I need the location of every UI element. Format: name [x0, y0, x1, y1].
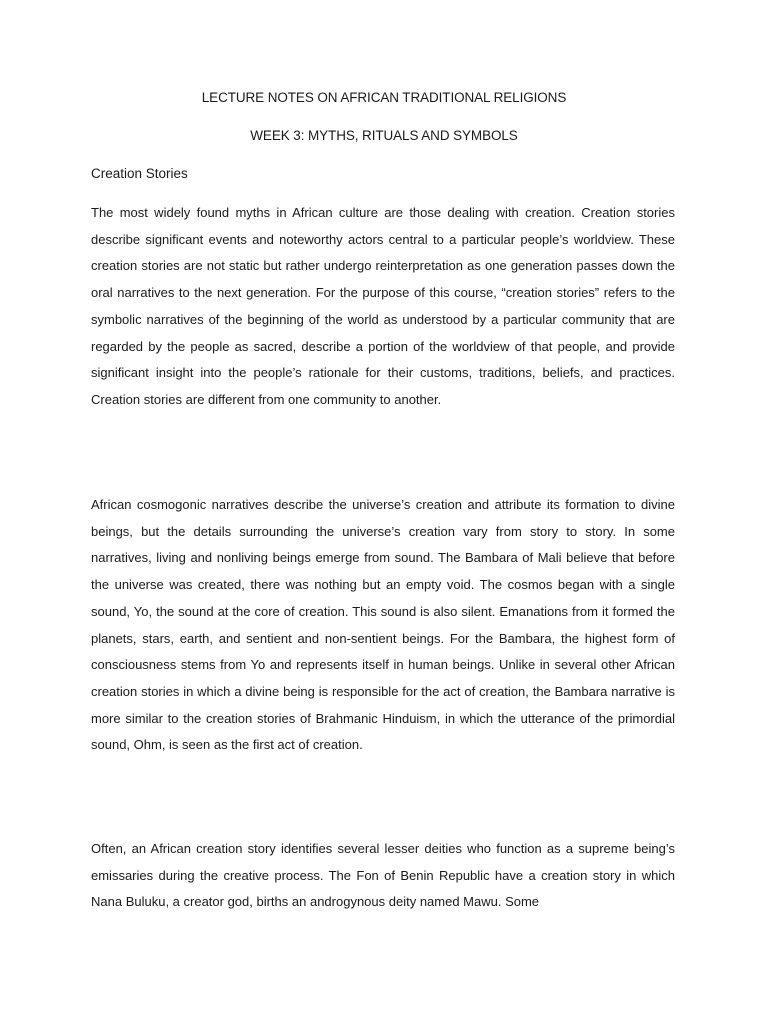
paragraph-lesser-deities: Often, an African creation story identifies several lesser deities who function as a supreme being’s emissaries during the creative process. The Fon of Benin Republic have a creation story in which Nana Buluku, a creator god, births an androgynous deity named Mawu. Some	[91, 841, 675, 910]
section-heading: Creation Stories	[91, 166, 188, 181]
paragraph-cosmogonic-narratives: African cosmogonic narratives describe the universe’s creation and attribute its formation to divine beings, but the details surrounding the universe’s creation vary from story to story. In some narratives, living and nonliving beings emerge from sound. The Bambara of Mali believe that before the universe was created, there was nothing but an empty void. The cosmos began with a single sound, Yo, the sound at the core of creation. This sound is also silent. Emanations from it formed the planets, stars, earth, and sentient and non-sentient beings. For the Bambara, the highest form of consciousness stems from Yo and represents itself in human beings. Unlike in several other African creation stories in which a divine being is responsible for the act of creation, the Bambara narrative is more similar to the creation stories of Brahmanic Hinduism, in which the utterance of the primordial sound, Ohm, is seen as the first act of creation.	[91, 497, 675, 753]
document-title: LECTURE NOTES ON AFRICAN TRADITIONAL RELIGIONS	[201, 90, 567, 105]
paragraph-creation-stories-intro: The most widely found myths in African culture are those dealing with creation. Creation stories describe significant events and noteworthy actors central to a particular people’s worldview. These creation stories are not static but rather undergo reinterpretation as one generation passes down the oral narratives to the next generation. For the purpose of this course, “creation stories” refers to the symbolic narratives of the beginning of the world as understood by a particular community that are regarded by the people as sacred, describe a portion of the worldview of that people, and provide significant insight into the people’s rationale for their customs, traditions, beliefs, and practices. Creation stories are different from one community to another.	[91, 205, 675, 407]
document-subtitle: WEEK 3: MYTHS, RITUALS AND SYMBOLS	[250, 128, 518, 143]
